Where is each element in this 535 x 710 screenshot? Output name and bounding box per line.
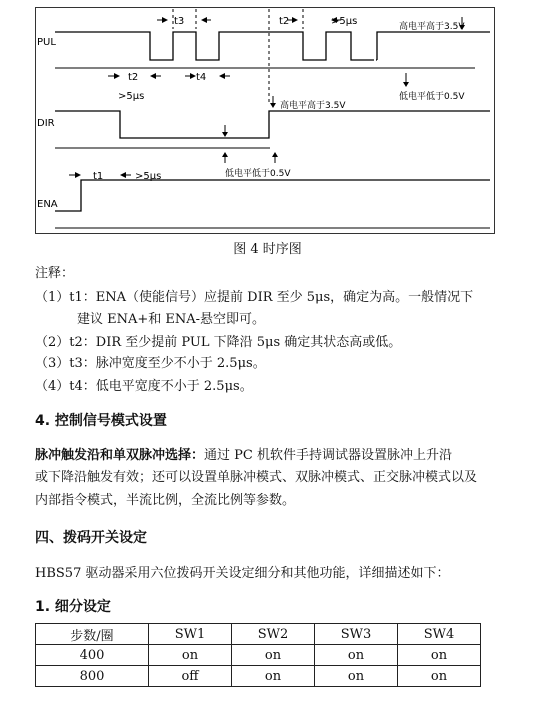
arrowhead bbox=[272, 152, 278, 157]
t1-label: t1 bbox=[93, 171, 104, 182]
high-level-pul-label: 高电平高于3.5V bbox=[399, 22, 465, 32]
subdivision-table bbox=[35, 623, 481, 687]
table-row bbox=[36, 666, 481, 687]
table-header-cell: SW4 bbox=[398, 624, 481, 645]
table-cell: off bbox=[149, 666, 232, 687]
dir-label: DIR bbox=[37, 118, 55, 129]
table-cell: on bbox=[398, 666, 481, 687]
table-cell: on bbox=[232, 666, 315, 687]
note-1-line-1: （1）t1：ENA（使能信号）应提前 DIR 至少 5μs，确定为高。一般情况下 bbox=[35, 290, 474, 305]
arrowhead bbox=[403, 82, 409, 87]
ena-label: ENA bbox=[37, 199, 58, 210]
section-4-line-1 bbox=[35, 444, 452, 463]
gt5us-bottom-label: >5μs bbox=[118, 91, 145, 102]
dip-section-heading: 四、拨码开关设定 bbox=[35, 530, 147, 546]
arrowhead bbox=[270, 103, 276, 108]
pul-label: PUL bbox=[37, 37, 56, 48]
bold-lead-text: 脉冲触发沿和单双脉冲选择： bbox=[35, 448, 205, 463]
table-header-row bbox=[36, 624, 481, 645]
section-4-heading: 4. 控制信号模式设置 bbox=[35, 413, 167, 429]
table-header-cell: SW3 bbox=[315, 624, 398, 645]
table-cell: on bbox=[315, 666, 398, 687]
low-level-pul-label: 低电平低于0.5V bbox=[399, 92, 465, 102]
subdivision-heading: 1. 细分设定 bbox=[35, 599, 111, 615]
diagram-border bbox=[36, 8, 495, 234]
arrowhead bbox=[222, 132, 228, 137]
t2-bottom-label: t2 bbox=[128, 72, 139, 83]
figure-caption: 图 4 时序图 bbox=[233, 242, 302, 257]
table-header-cell: SW2 bbox=[232, 624, 315, 645]
high-level-dir-label: 高电平高于3.5V bbox=[280, 101, 346, 111]
dir-waveform bbox=[55, 111, 490, 138]
dip-intro: HBS57 驱动器采用六位拨码开关设定细分和其他功能，详细描述如下： bbox=[35, 566, 450, 581]
pul-waveform bbox=[55, 32, 372, 60]
pul-waveform-tail bbox=[377, 32, 490, 60]
note-4: （4）t4：低电平宽度不小于 2.5μs。 bbox=[35, 379, 253, 394]
table-cell: 800 bbox=[36, 666, 149, 687]
table-cell: on bbox=[232, 645, 315, 666]
t3-label: t3 bbox=[174, 16, 185, 27]
notes-heading: 注释： bbox=[35, 266, 75, 281]
low-level-dir-label: 低电平低于0.5V bbox=[225, 169, 291, 179]
t2-top-label: t2 bbox=[279, 16, 290, 27]
table-header-cell: 步数/圈 bbox=[36, 624, 149, 645]
note-1-line-2: 建议 ENA+和 ENA-悬空即可。 bbox=[77, 312, 266, 327]
table-cell: on bbox=[149, 645, 232, 666]
table-cell: 400 bbox=[36, 645, 149, 666]
timing-diagram bbox=[35, 7, 495, 234]
table-row bbox=[36, 645, 481, 666]
table-cell: on bbox=[398, 645, 481, 666]
section-4-line-3: 内部指令模式，半流比例，全流比例等参数。 bbox=[35, 493, 296, 508]
table-cell: on bbox=[315, 645, 398, 666]
section-4-line-1-rest: 通过 PC 机软件手持调试器设置脉冲上升沿 bbox=[204, 448, 452, 463]
t4-label: t4 bbox=[196, 72, 207, 83]
section-4-line-2: 或下降沿触发有效；还可以设置单脉冲模式、双脉冲模式、正交脉冲模式以及 bbox=[35, 470, 478, 485]
table-header-cell: SW1 bbox=[149, 624, 232, 645]
note-3: （3）t3：脉冲宽度至少不小于 2.5μs。 bbox=[35, 356, 266, 371]
ena-waveform bbox=[55, 180, 490, 211]
gt5us-top-label: >5μs bbox=[331, 16, 358, 27]
note-2: （2）t2：DIR 至少提前 PUL 下降沿 5μs 确定其状态高或低。 bbox=[35, 335, 402, 350]
gt5us-ena-label: >5μs bbox=[135, 171, 162, 182]
arrowhead bbox=[222, 152, 228, 157]
